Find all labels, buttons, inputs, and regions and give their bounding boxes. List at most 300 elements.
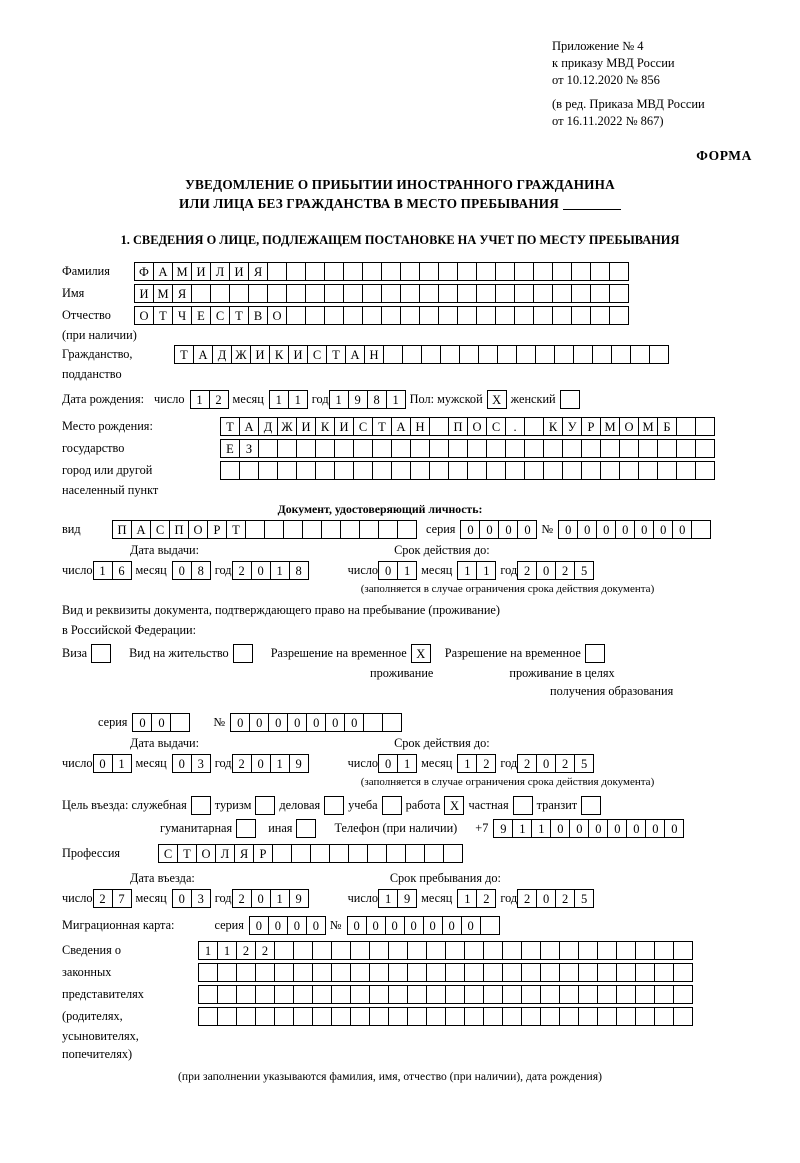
char-cell[interactable]: П <box>448 417 468 436</box>
char-cell[interactable]: 0 <box>672 520 692 539</box>
char-cell[interactable] <box>397 520 417 539</box>
char-cell[interactable] <box>350 1007 370 1026</box>
phone-input[interactable] <box>493 819 683 838</box>
char-cell[interactable] <box>657 439 677 458</box>
char-cell[interactable]: 7 <box>112 889 132 908</box>
char-cell[interactable] <box>459 345 479 364</box>
doc-valid-year-input[interactable] <box>517 561 593 580</box>
char-cell[interactable] <box>217 963 237 982</box>
char-cell[interactable] <box>611 345 631 364</box>
char-cell[interactable]: 0 <box>634 520 654 539</box>
char-cell[interactable] <box>293 941 313 960</box>
char-cell[interactable]: З <box>239 439 259 458</box>
char-cell[interactable] <box>505 461 525 480</box>
char-cell[interactable] <box>426 941 446 960</box>
char-cell[interactable]: 0 <box>517 520 537 539</box>
char-cell[interactable] <box>600 439 620 458</box>
char-cell[interactable] <box>239 461 259 480</box>
char-cell[interactable] <box>236 1007 256 1026</box>
char-cell[interactable] <box>372 439 392 458</box>
char-cell[interactable] <box>350 985 370 1004</box>
char-cell[interactable] <box>388 941 408 960</box>
char-cell[interactable] <box>258 461 278 480</box>
char-cell[interactable] <box>407 963 427 982</box>
char-cell[interactable] <box>654 941 674 960</box>
char-cell[interactable] <box>540 985 560 1004</box>
char-cell[interactable] <box>524 439 544 458</box>
char-cell[interactable]: Т <box>220 417 240 436</box>
birthplace-line1-input[interactable] <box>220 417 714 436</box>
char-cell[interactable]: 1 <box>288 390 308 409</box>
char-cell[interactable] <box>236 963 256 982</box>
name-input[interactable] <box>134 284 628 303</box>
char-cell[interactable]: 8 <box>289 561 309 580</box>
char-cell[interactable] <box>277 439 297 458</box>
char-cell[interactable]: А <box>153 262 173 281</box>
patronymic-input[interactable] <box>134 306 628 325</box>
char-cell[interactable] <box>334 439 354 458</box>
char-cell[interactable] <box>445 963 465 982</box>
char-cell[interactable]: С <box>486 417 506 436</box>
char-cell[interactable]: 1 <box>457 561 477 580</box>
char-cell[interactable]: О <box>188 520 208 539</box>
char-cell[interactable]: Е <box>220 439 240 458</box>
char-cell[interactable]: Д <box>212 345 232 364</box>
char-cell[interactable] <box>245 520 265 539</box>
char-cell[interactable]: 0 <box>550 819 570 838</box>
permit-issue-year-input[interactable] <box>232 754 308 773</box>
char-cell[interactable] <box>255 963 275 982</box>
char-cell[interactable]: Л <box>210 262 230 281</box>
char-cell[interactable]: О <box>467 417 487 436</box>
char-cell[interactable] <box>600 461 620 480</box>
doc-series-input[interactable] <box>460 520 536 539</box>
char-cell[interactable] <box>467 439 487 458</box>
legal-rep-line2-input[interactable] <box>198 963 692 982</box>
char-cell[interactable]: К <box>315 417 335 436</box>
purpose-service-checkbox[interactable] <box>191 796 211 815</box>
char-cell[interactable] <box>331 985 351 1004</box>
char-cell[interactable]: 0 <box>536 754 556 773</box>
char-cell[interactable]: У <box>562 417 582 436</box>
char-cell[interactable]: 1 <box>329 390 349 409</box>
char-cell[interactable]: Л <box>215 844 235 863</box>
char-cell[interactable]: 0 <box>306 916 326 935</box>
char-cell[interactable] <box>324 284 344 303</box>
char-cell[interactable]: 0 <box>569 819 589 838</box>
char-cell[interactable]: 0 <box>626 819 646 838</box>
char-cell[interactable]: 1 <box>190 390 210 409</box>
char-cell[interactable] <box>533 306 553 325</box>
char-cell[interactable] <box>305 262 325 281</box>
char-cell[interactable] <box>691 520 711 539</box>
char-cell[interactable] <box>571 284 591 303</box>
char-cell[interactable] <box>362 284 382 303</box>
char-cell[interactable]: К <box>269 345 289 364</box>
char-cell[interactable]: Н <box>364 345 384 364</box>
char-cell[interactable] <box>258 439 278 458</box>
char-cell[interactable]: 1 <box>112 754 132 773</box>
char-cell[interactable] <box>562 461 582 480</box>
char-cell[interactable] <box>464 1007 484 1026</box>
char-cell[interactable]: Ч <box>172 306 192 325</box>
char-cell[interactable]: 9 <box>348 390 368 409</box>
char-cell[interactable]: И <box>191 262 211 281</box>
char-cell[interactable] <box>535 345 555 364</box>
char-cell[interactable] <box>521 963 541 982</box>
char-cell[interactable] <box>502 963 522 982</box>
char-cell[interactable]: 2 <box>517 889 537 908</box>
char-cell[interactable] <box>483 1007 503 1026</box>
char-cell[interactable]: 0 <box>385 916 405 935</box>
char-cell[interactable]: К <box>543 417 563 436</box>
char-cell[interactable]: 2 <box>517 754 537 773</box>
legal-rep-line4-input[interactable] <box>198 1007 692 1026</box>
char-cell[interactable] <box>438 306 458 325</box>
char-cell[interactable] <box>676 461 696 480</box>
char-cell[interactable] <box>573 345 593 364</box>
birthplace-line3-input[interactable] <box>220 461 714 480</box>
char-cell[interactable]: 9 <box>289 889 309 908</box>
char-cell[interactable]: Я <box>172 284 192 303</box>
char-cell[interactable] <box>483 985 503 1004</box>
char-cell[interactable] <box>286 284 306 303</box>
char-cell[interactable]: 0 <box>251 561 271 580</box>
char-cell[interactable] <box>445 1007 465 1026</box>
char-cell[interactable] <box>410 461 430 480</box>
citizenship-input[interactable] <box>174 345 668 364</box>
char-cell[interactable]: Т <box>177 844 197 863</box>
char-cell[interactable] <box>559 963 579 982</box>
char-cell[interactable] <box>248 284 268 303</box>
sex-female-checkbox[interactable] <box>560 390 580 409</box>
char-cell[interactable]: С <box>158 844 178 863</box>
char-cell[interactable]: 0 <box>249 916 269 935</box>
char-cell[interactable] <box>429 461 449 480</box>
stay-year-input[interactable] <box>517 889 593 908</box>
char-cell[interactable]: 1 <box>531 819 551 838</box>
char-cell[interactable] <box>359 520 379 539</box>
char-cell[interactable] <box>236 985 256 1004</box>
char-cell[interactable]: 3 <box>191 754 211 773</box>
char-cell[interactable] <box>267 284 287 303</box>
char-cell[interactable] <box>302 520 322 539</box>
char-cell[interactable] <box>264 520 284 539</box>
entry-day-input[interactable] <box>93 889 131 908</box>
permit-issue-day-input[interactable] <box>93 754 131 773</box>
char-cell[interactable] <box>331 963 351 982</box>
char-cell[interactable] <box>388 963 408 982</box>
char-cell[interactable] <box>369 985 389 1004</box>
char-cell[interactable] <box>321 520 341 539</box>
char-cell[interactable] <box>429 417 449 436</box>
permit-issue-month-input[interactable] <box>172 754 210 773</box>
char-cell[interactable] <box>350 963 370 982</box>
char-cell[interactable] <box>514 262 534 281</box>
char-cell[interactable] <box>476 306 496 325</box>
char-cell[interactable] <box>348 844 368 863</box>
char-cell[interactable] <box>478 345 498 364</box>
char-cell[interactable]: С <box>307 345 327 364</box>
char-cell[interactable] <box>476 284 496 303</box>
char-cell[interactable]: 0 <box>287 713 307 732</box>
char-cell[interactable] <box>400 262 420 281</box>
char-cell[interactable] <box>616 941 636 960</box>
char-cell[interactable] <box>362 262 382 281</box>
char-cell[interactable] <box>312 985 332 1004</box>
char-cell[interactable]: 0 <box>653 520 673 539</box>
char-cell[interactable] <box>502 941 522 960</box>
char-cell[interactable]: Е <box>191 306 211 325</box>
entry-month-input[interactable] <box>172 889 210 908</box>
char-cell[interactable] <box>369 941 389 960</box>
char-cell[interactable] <box>274 941 294 960</box>
char-cell[interactable]: 0 <box>536 561 556 580</box>
char-cell[interactable] <box>609 284 629 303</box>
char-cell[interactable]: А <box>131 520 151 539</box>
char-cell[interactable]: 1 <box>476 561 496 580</box>
char-cell[interactable]: С <box>150 520 170 539</box>
char-cell[interactable] <box>581 461 601 480</box>
char-cell[interactable]: И <box>296 417 316 436</box>
purpose-business-checkbox[interactable] <box>324 796 344 815</box>
char-cell[interactable] <box>533 284 553 303</box>
char-cell[interactable]: 0 <box>230 713 250 732</box>
char-cell[interactable] <box>524 417 544 436</box>
char-cell[interactable]: 2 <box>93 889 113 908</box>
char-cell[interactable]: 0 <box>607 819 627 838</box>
char-cell[interactable]: О <box>619 417 639 436</box>
char-cell[interactable]: 8 <box>367 390 387 409</box>
char-cell[interactable]: 0 <box>287 916 307 935</box>
char-cell[interactable]: О <box>196 844 216 863</box>
permit-valid-day-input[interactable] <box>378 754 416 773</box>
char-cell[interactable]: Я <box>234 844 254 863</box>
birth-month-input[interactable] <box>269 390 307 409</box>
permit-number-input[interactable] <box>230 713 401 732</box>
entry-year-input[interactable] <box>232 889 308 908</box>
char-cell[interactable] <box>386 844 406 863</box>
char-cell[interactable] <box>619 461 639 480</box>
char-cell[interactable]: С <box>353 417 373 436</box>
char-cell[interactable] <box>597 941 617 960</box>
char-cell[interactable]: 0 <box>132 713 152 732</box>
char-cell[interactable] <box>391 439 411 458</box>
char-cell[interactable] <box>350 941 370 960</box>
char-cell[interactable] <box>635 941 655 960</box>
char-cell[interactable] <box>274 985 294 1004</box>
char-cell[interactable]: О <box>134 306 154 325</box>
purpose-other-checkbox[interactable] <box>296 819 316 838</box>
doc-issue-day-input[interactable] <box>93 561 131 580</box>
char-cell[interactable] <box>293 963 313 982</box>
char-cell[interactable] <box>267 262 287 281</box>
birth-day-input[interactable] <box>190 390 228 409</box>
char-cell[interactable] <box>382 713 402 732</box>
char-cell[interactable] <box>524 461 544 480</box>
char-cell[interactable]: 1 <box>217 941 237 960</box>
char-cell[interactable] <box>310 844 330 863</box>
char-cell[interactable]: О <box>267 306 287 325</box>
char-cell[interactable]: 1 <box>270 754 290 773</box>
char-cell[interactable] <box>592 345 612 364</box>
purpose-humanitarian-checkbox[interactable] <box>236 819 256 838</box>
char-cell[interactable] <box>329 844 349 863</box>
char-cell[interactable] <box>464 941 484 960</box>
char-cell[interactable] <box>654 1007 674 1026</box>
char-cell[interactable] <box>312 941 332 960</box>
char-cell[interactable]: М <box>153 284 173 303</box>
char-cell[interactable] <box>695 461 715 480</box>
char-cell[interactable]: Т <box>226 520 246 539</box>
char-cell[interactable] <box>210 284 230 303</box>
char-cell[interactable] <box>552 262 572 281</box>
char-cell[interactable] <box>293 1007 313 1026</box>
residence-permit-checkbox[interactable] <box>233 644 253 663</box>
char-cell[interactable]: 1 <box>386 390 406 409</box>
char-cell[interactable]: 2 <box>517 561 537 580</box>
char-cell[interactable] <box>657 461 677 480</box>
char-cell[interactable] <box>497 345 517 364</box>
char-cell[interactable]: М <box>172 262 192 281</box>
char-cell[interactable] <box>638 439 658 458</box>
char-cell[interactable]: Б <box>657 417 677 436</box>
char-cell[interactable]: 0 <box>93 754 113 773</box>
char-cell[interactable]: 1 <box>378 889 398 908</box>
char-cell[interactable] <box>649 345 669 364</box>
char-cell[interactable]: 0 <box>588 819 608 838</box>
char-cell[interactable]: А <box>345 345 365 364</box>
char-cell[interactable] <box>407 985 427 1004</box>
char-cell[interactable]: С <box>210 306 230 325</box>
char-cell[interactable] <box>578 985 598 1004</box>
char-cell[interactable] <box>616 985 636 1004</box>
char-cell[interactable] <box>296 439 316 458</box>
char-cell[interactable]: 1 <box>269 390 289 409</box>
char-cell[interactable]: Т <box>153 306 173 325</box>
char-cell[interactable] <box>362 306 382 325</box>
char-cell[interactable]: 1 <box>457 889 477 908</box>
char-cell[interactable]: В <box>248 306 268 325</box>
char-cell[interactable]: 0 <box>404 916 424 935</box>
char-cell[interactable] <box>340 520 360 539</box>
char-cell[interactable] <box>571 306 591 325</box>
char-cell[interactable] <box>521 941 541 960</box>
char-cell[interactable]: 0 <box>151 713 171 732</box>
char-cell[interactable] <box>315 439 335 458</box>
char-cell[interactable]: Т <box>326 345 346 364</box>
char-cell[interactable] <box>495 306 515 325</box>
char-cell[interactable]: 2 <box>476 889 496 908</box>
char-cell[interactable]: 2 <box>476 754 496 773</box>
char-cell[interactable] <box>293 985 313 1004</box>
visa-checkbox[interactable] <box>91 644 111 663</box>
char-cell[interactable]: Т <box>229 306 249 325</box>
char-cell[interactable]: 2 <box>555 754 575 773</box>
char-cell[interactable] <box>445 941 465 960</box>
char-cell[interactable] <box>609 306 629 325</box>
char-cell[interactable]: Н <box>410 417 430 436</box>
char-cell[interactable]: 0 <box>461 916 481 935</box>
char-cell[interactable] <box>353 461 373 480</box>
char-cell[interactable] <box>597 985 617 1004</box>
char-cell[interactable] <box>457 284 477 303</box>
char-cell[interactable] <box>559 941 579 960</box>
char-cell[interactable]: 0 <box>249 713 269 732</box>
char-cell[interactable]: Д <box>258 417 278 436</box>
char-cell[interactable] <box>217 1007 237 1026</box>
char-cell[interactable]: 1 <box>397 754 417 773</box>
char-cell[interactable] <box>514 306 534 325</box>
char-cell[interactable]: 9 <box>493 819 513 838</box>
profession-input[interactable] <box>158 844 462 863</box>
char-cell[interactable]: А <box>193 345 213 364</box>
char-cell[interactable]: Р <box>207 520 227 539</box>
char-cell[interactable] <box>296 461 316 480</box>
char-cell[interactable] <box>540 941 560 960</box>
char-cell[interactable] <box>388 985 408 1004</box>
char-cell[interactable] <box>552 284 572 303</box>
char-cell[interactable] <box>198 1007 218 1026</box>
char-cell[interactable]: 6 <box>112 561 132 580</box>
char-cell[interactable] <box>291 844 311 863</box>
char-cell[interactable]: 0 <box>378 754 398 773</box>
char-cell[interactable]: А <box>239 417 259 436</box>
char-cell[interactable] <box>438 284 458 303</box>
char-cell[interactable]: И <box>288 345 308 364</box>
char-cell[interactable]: А <box>391 417 411 436</box>
char-cell[interactable] <box>543 439 563 458</box>
char-cell[interactable] <box>543 461 563 480</box>
char-cell[interactable] <box>170 713 190 732</box>
char-cell[interactable]: 2 <box>236 941 256 960</box>
char-cell[interactable]: М <box>638 417 658 436</box>
char-cell[interactable] <box>635 963 655 982</box>
char-cell[interactable] <box>480 916 500 935</box>
char-cell[interactable] <box>410 439 430 458</box>
purpose-transit-checkbox[interactable] <box>581 796 601 815</box>
char-cell[interactable] <box>388 1007 408 1026</box>
char-cell[interactable] <box>590 306 610 325</box>
char-cell[interactable] <box>419 262 439 281</box>
char-cell[interactable] <box>578 941 598 960</box>
char-cell[interactable]: И <box>334 417 354 436</box>
char-cell[interactable] <box>334 461 354 480</box>
surname-input[interactable] <box>134 262 628 281</box>
char-cell[interactable] <box>367 844 387 863</box>
char-cell[interactable] <box>673 1007 693 1026</box>
char-cell[interactable]: 0 <box>645 819 665 838</box>
char-cell[interactable]: 1 <box>93 561 113 580</box>
char-cell[interactable]: П <box>112 520 132 539</box>
purpose-private-checkbox[interactable] <box>513 796 533 815</box>
temp-residence-checkbox[interactable]: Х <box>411 644 431 663</box>
char-cell[interactable]: 0 <box>306 713 326 732</box>
char-cell[interactable] <box>597 963 617 982</box>
char-cell[interactable] <box>590 284 610 303</box>
char-cell[interactable]: Ж <box>277 417 297 436</box>
char-cell[interactable] <box>369 1007 389 1026</box>
char-cell[interactable]: 0 <box>536 889 556 908</box>
migration-series-input[interactable] <box>249 916 325 935</box>
char-cell[interactable]: 0 <box>344 713 364 732</box>
birth-year-input[interactable] <box>329 390 405 409</box>
char-cell[interactable]: Ф <box>134 262 154 281</box>
char-cell[interactable]: Т <box>372 417 392 436</box>
char-cell[interactable] <box>353 439 373 458</box>
char-cell[interactable] <box>421 345 441 364</box>
char-cell[interactable]: М <box>600 417 620 436</box>
